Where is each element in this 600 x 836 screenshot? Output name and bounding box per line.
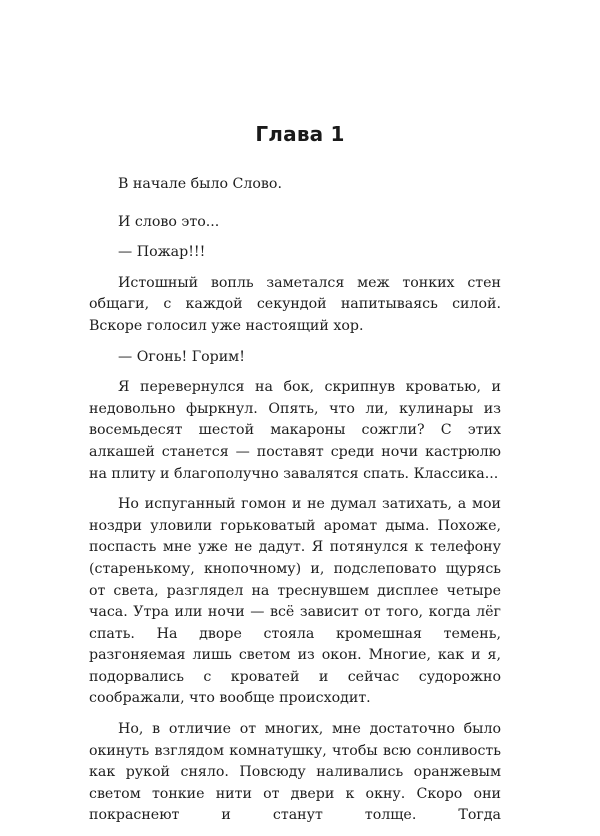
paragraph: Истошный вопль заметался меж тонких стен общаги, с каждой секундой напитываясь силой. Вскоре голосил уже настоящий хор.	[89, 274, 501, 334]
paragraph: В начале было Слово.	[118, 176, 282, 192]
chapter-text	[89, 174, 501, 836]
paragraph: — Огонь! Горим!	[118, 348, 245, 365]
chapter-title: Глава 1	[255, 122, 345, 146]
paragraph: Но испуганный гомон и не думал затихать, а мои ноздри уловили горьковатый аромат дыма. Похоже, поспасть мне уже не дадут. Я потянулся к телефону (старенькому, кнопочному) и, подслеповато щурясь от света, разглядел на треснувшем дисплее четыре часа. Утра или ночи — всё зависит от того, когда лёг спать. На дворе стояла кромешная темень, разгоняемая лишь светом из окон. Многие, как и я, подорвались с кроватей и сейчас судорожно соображали, что вообще происходит.	[89, 496, 501, 707]
paragraph: — Пожар!!!	[118, 244, 206, 261]
paragraph: Я перевернулся на бок, скрипнув кроватью, и недовольно фыркнул. Опять, что ли, кулинары из восемьдесят шестой макароны сожгли? С этих алкашей станется — поставят среди ночи кастрюлю на плиту и благополучно завалятся спать. Классика...	[89, 379, 501, 482]
paragraph: Но, в отличие от многих, мне достаточно было окинуть взглядом комнатушку, чтобы всю сонливость как рукой сняло. Повсюду наливались оранжевым светом тонкие нити от двери к окну. Скоро они покраснеют и станут толще. Тогда	[89, 721, 501, 824]
paragraph: И слово это...	[118, 213, 220, 230]
